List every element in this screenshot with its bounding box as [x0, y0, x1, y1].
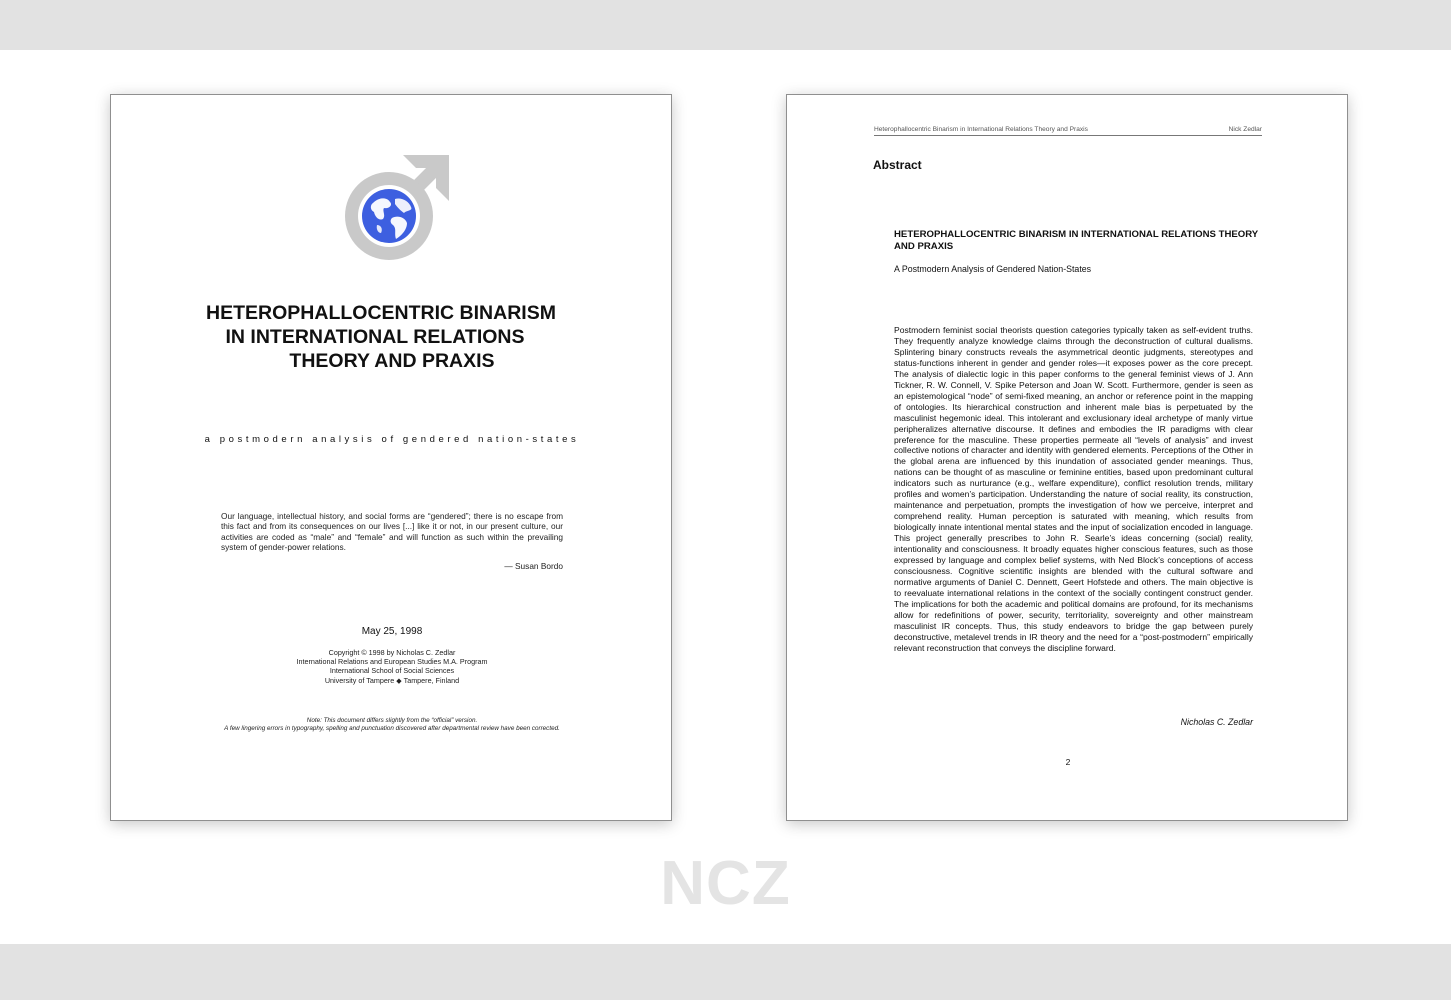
cover-subtitle: a postmodern analysis of gendered nation-states: [204, 434, 580, 445]
school-line: International School of Social Sciences: [329, 666, 455, 676]
abstract-title: HETEROPHALLOCENTRIC BINARISM IN INTERNATIONAL RELATIONS THEORY AND PRAXIS: [894, 229, 1259, 252]
version-note-line-2: A few lingering errors in typography, spelling and punctuation discovered after departmental review have been corrected.: [224, 725, 560, 733]
cover-title-line-2: IN INTERNATIONAL RELATIONS: [225, 326, 525, 348]
abstract-heading: Abstract: [873, 158, 922, 172]
abstract-author: Nicholas C. Zedlar: [1180, 717, 1253, 727]
running-header: [874, 126, 1262, 136]
epigraph-quote: Our language, intellectual history, and social forms are “gendered”; there is no escape from this fact and from its consequences on our lives [...] like it or not, in our present culture, our activities are coded as “male” and “female” and will function as such within the prevailing system of gender-power relations.: [221, 511, 563, 553]
abstract-subtitle: A Postmodern Analysis of Gendered Nation-States: [894, 264, 1092, 274]
cover-title-line-1: HETEROPHALLOCENTRIC BINARISM: [206, 302, 556, 324]
cover-title: [111, 301, 673, 373]
running-header-title: Heterophallocentric Binarism in International Relations Theory and Praxis: [874, 126, 1088, 133]
ncz-watermark: NCZ: [660, 849, 791, 918]
copyright-line: Copyright © 1998 by Nicholas C. Zedlar: [328, 648, 456, 657]
version-note-line-1: Note: This document differs slightly from the “official” version.: [306, 717, 478, 724]
copyright-block: [111, 648, 673, 685]
cover-page: [110, 94, 672, 821]
cover-date: May 25, 1998: [361, 626, 423, 637]
male-symbol-globe-icon: [337, 155, 449, 267]
version-note: [111, 717, 673, 734]
abstract-page: [786, 94, 1348, 821]
abstract-body: Postmodern feminist social theorists question categories typically taken as self-evident truths. They frequently analyze knowledge claims through the deconstruction of cultural dualisms. Splintering binary constructs reveals the asymmetrical deontic judgments, stereotypes and status-functions inherent in gender and gender roles—it exposes power as the core precept. The analysis of dialectic logic in this paper conforms to the general feminist views of J. Ann Tickner, R. W. Connell, V. Spike Peterson and Joan W. Scott. Furthermore, gender is seen as an epistemological “node” of semi-fixed meaning, an anchor or reference point in the mapping of ontologies. Its hierarchical construction and inherent male bias is perpetuated by the masculinist hegemonic ideal. This intolerant and exclusionary ideal archetype of manly virtue peripheralizes alternative discourse. It defines and embodies the IR paradigms with clear preference for the masculine. These properties permeate all “levels of analysis” and invest collective notions of character and identity with gendered elements. Perceptions of the Other in the global arena are influenced by this inundation of associated gender meanings. Thus, nations can be thought of as masculine or feminine entities, based upon predominant cultural indicators such as nurturance (e.g., welfare expenditure), conflict resolution trends, military profiles and women’s participation. Understanding the nature of social reality, its construction, maintenance and perpetuation, prompts the investigation of how we perceive, interpret and comprehend reality. Human perception is saturated with meaning, which results from biologically innate intentional mental states and the input of socialization encoded in language. This project generally prescribes to John R. Searle’s ideas concerning (social) reality, intentionality and consciousness. It broadly equates higher conscious features, such as those expressed by language and complex belief systems, with Ned Block’s conceptions of access consciousness. Cognitive scientific insights are blended with the cultural software and normative arguments of Daniel C. Dennett, Geert Hofstede and others. The main objective is to reevaluate international relations in the context of the socially contingent construct gender. The implications for both the academic and political domains are profound, for its mechanisms allow for redefinitions of power, security, territoriality, sovereignty and other mainstream masculinist IR concepts. Thus, this study endeavors to bridge the gap between purely deconstructive, metalevel trends in IR theory and the need for a “post-postmodern” empirically relevant reconstruction that conveys the discipline forward.: [894, 325, 1253, 653]
bottom-gray-band: [0, 944, 1451, 1000]
running-header-author: Nick Zedlar: [1228, 126, 1262, 133]
university-line: University of Tampere ◆ Tampere, Finland: [324, 675, 460, 685]
page-number: 2: [1065, 757, 1071, 767]
cover-title-line-3: THEORY AND PRAXIS: [289, 350, 495, 372]
epigraph-author: — Susan Bordo: [504, 561, 563, 571]
top-gray-band: [0, 0, 1451, 50]
program-line: International Relations and European Studies M.A. Program: [296, 657, 488, 667]
